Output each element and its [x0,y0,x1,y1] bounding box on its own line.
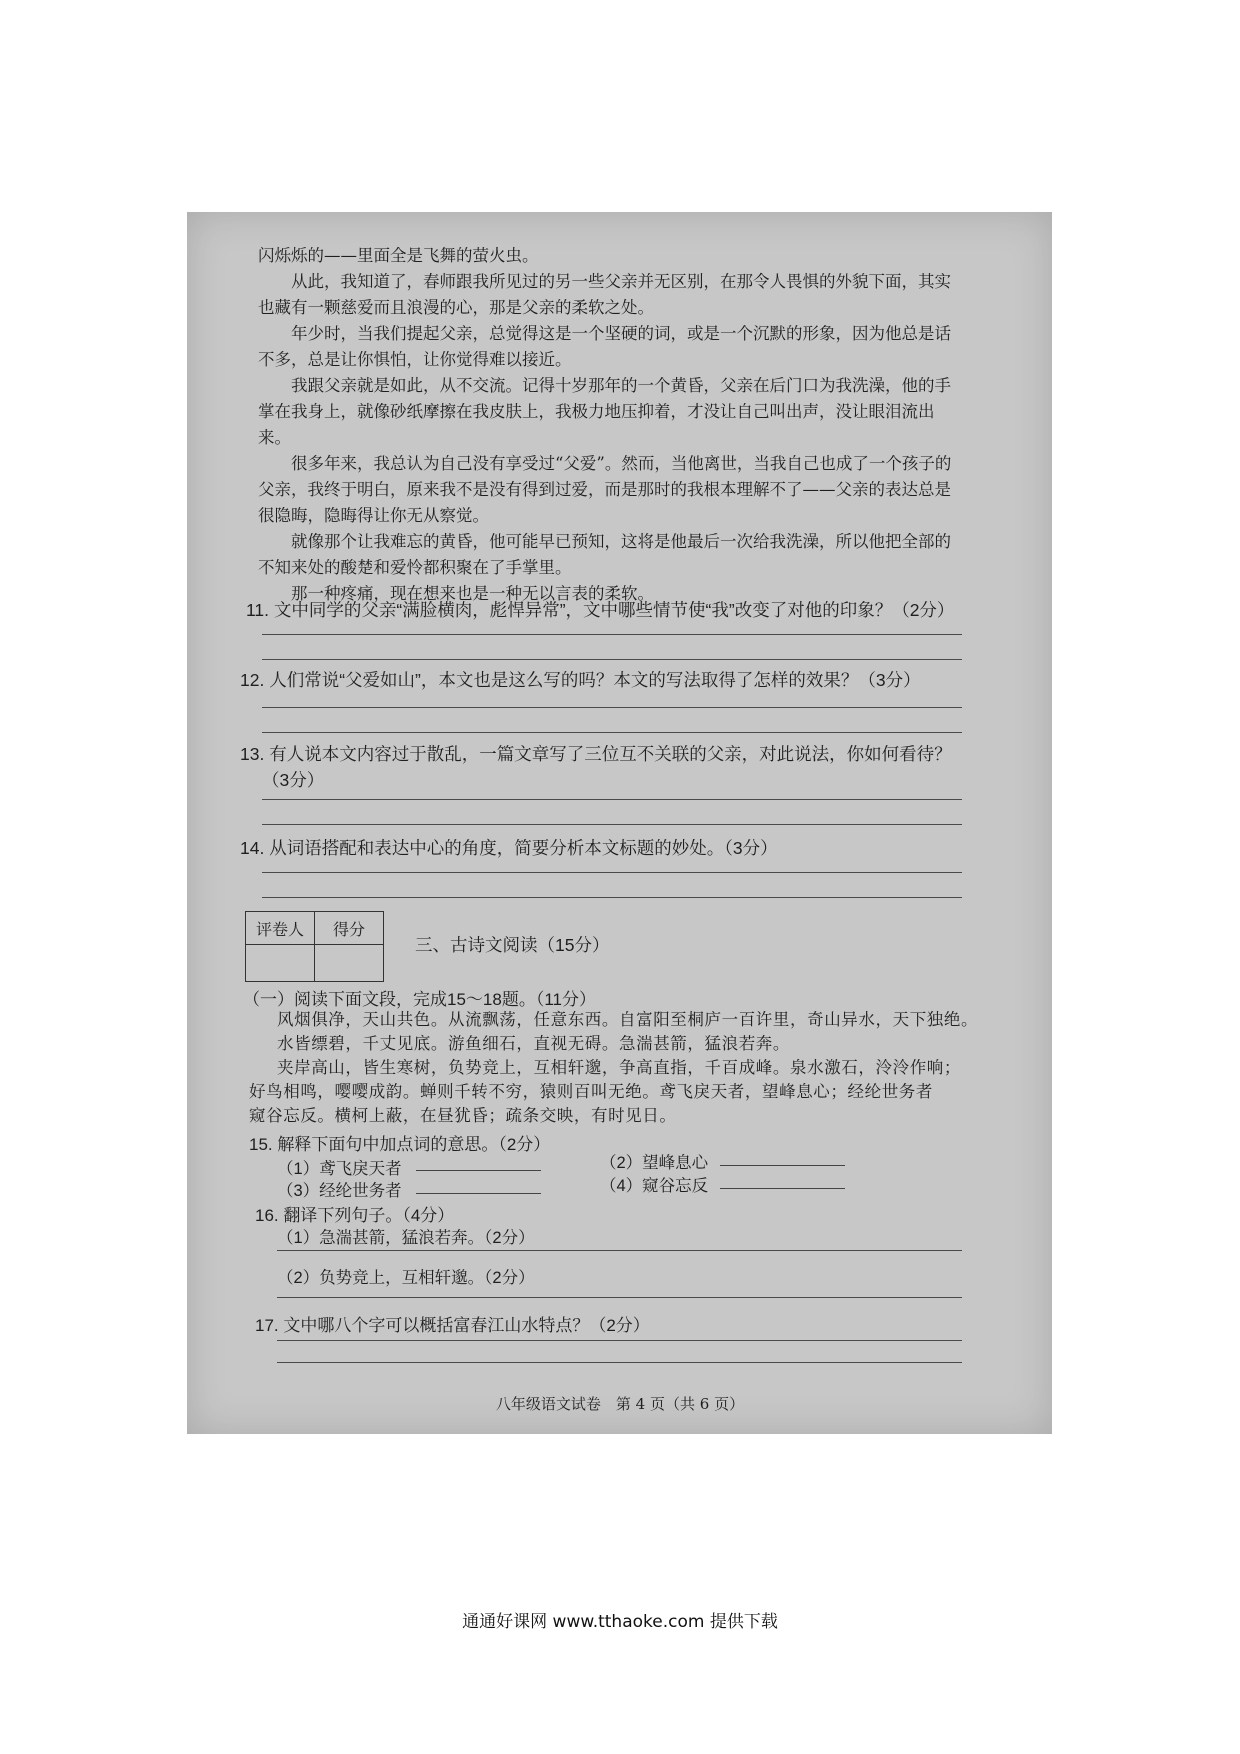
question-17: 17. 文中哪八个字可以概括富春江山水特点？（2分） [255,1316,650,1335]
q16-item-2: （2）负势竞上，互相轩邈。（2分） [277,1269,535,1287]
section-3-heading: 三、古诗文阅读（15分） [415,935,610,955]
answer-line [277,1340,962,1341]
answer-line [262,634,962,635]
q15-blank-3 [416,1193,541,1194]
paragraph-7: 那一种疼痛，现在想来也是一种无以言表的柔软。 [291,584,654,603]
q16-item-1: （1）急湍甚箭，猛浪若奔。（2分） [277,1229,535,1247]
classical-line-2: 水皆缥碧，千丈见底。游鱼细石，直视无碍。急湍甚箭，猛浪若奔。 [277,1034,790,1053]
answer-line [262,659,962,660]
classical-line-1: 风烟俱净，天山共色。从流飘荡，任意东西。自富阳至桐庐一百许里，奇山异水，天下独绝。 [277,1010,979,1029]
score-header: 得分 [315,912,384,945]
answer-line [262,872,962,873]
question-11: 11. 文中同学的父亲“满脸横肉，彪悍异常”，文中哪些情节使“我”改变了对他的印象？（2分） [246,600,955,620]
reviewer-cell [246,945,315,982]
paragraph-5: 很多年来，我总认为自己没有享受过“父爱”。然而，当他离世，当我自己也成了一个孩子的父亲，我终于明白，原来我不是没有得到过爱，而是那时的我根本理解不了——父亲的表达总是很隐晦，隐晦得让你无从察觉。 [258,454,952,525]
answer-line [277,1362,962,1363]
answer-line [262,707,962,708]
question-16: 16. 翻译下列句子。（4分） [255,1206,455,1225]
score-table [245,911,384,982]
question-12: 12. 人们常说“父爱如山”，本文也是这么写的吗？本文的写法取得了怎样的效果？（3分） [240,670,921,690]
answer-line [262,799,962,800]
paragraph-3: 年少时，当我们提起父亲，总觉得这是一个坚硬的词，或是一个沉默的形象，因为他总是话不多，总是让你惧怕，让你觉得难以接近。 [258,324,951,369]
question-13: 13. 有人说本文内容过于散乱，一篇文章写了三位互不关联的父亲，对此说法，你如何看待？ [240,744,952,764]
score-cell [315,945,384,982]
q15-blank-2 [720,1165,845,1166]
answer-line [277,1250,962,1251]
classical-line-3: 夹岸高山，皆生寒树，负势竞上，互相轩邈，争高直指，千百成峰。泉水激石，泠泠作响； [277,1058,961,1077]
download-credit: 通通好课网 www.tthaoke.com 提供下载 [462,1612,778,1632]
subsection-1-heading: （一）阅读下面文段，完成15～18题。（11分） [243,990,596,1009]
paragraph-4: 我跟父亲就是如此，从不交流。记得十岁那年的一个黄昏，父亲在后门口为我洗澡，他的手掌在我身上，就像砂纸摩擦在我皮肤上，我极力地压抑着，才没让自己叫出声，没让眼泪流出来。 [258,376,951,447]
question-15: 15. 解释下面句中加点词的意思。（2分） [249,1135,551,1154]
q15-item-4: （4）窥谷忘反 [600,1177,709,1195]
answer-line [277,1297,962,1298]
classical-line-4: 好鸟相鸣，嘤嘤成韵。蝉则千转不穷，猿则百叫无绝。鸢飞戾天者，望峰息心；经纶世务者 [249,1082,933,1101]
question-14: 14. 从词语搭配和表达中心的角度，简要分析本文标题的妙处。（3分） [240,838,778,858]
reviewer-header: 评卷人 [246,912,315,945]
paragraph-2: 从此，我知道了，春师跟我所见过的另一些父亲并无区别，在那令人畏惧的外貌下面，其实也藏有一颗慈爱而且浪漫的心，那是父亲的柔软之处。 [258,272,951,317]
answer-line [262,732,962,733]
classical-line-5: 窥谷忘反。横柯上蔽，在昼犹昏；疏条交映，有时见日。 [249,1106,677,1125]
q15-blank-4 [720,1188,845,1189]
q15-item-1: （1）鸢飞戾天者 [277,1160,402,1178]
page-footer: 八年级语文试卷 第 4 页（共 6 页） [495,1395,745,1413]
q15-item-3: （3）经纶世务者 [277,1182,402,1200]
q15-item-2: （2）望峰息心 [600,1154,709,1172]
paragraph-1: 闪烁烁的——里面全是飞舞的萤火虫。 [258,246,539,265]
paragraph-6: 就像那个让我难忘的黄昏，他可能早已预知，这将是他最后一次给我洗澡，所以他把全部的不知来处的酸楚和爱怜都积聚在了手掌里。 [258,532,951,577]
q15-blank-1 [416,1170,541,1171]
answer-line [262,824,962,825]
question-13-score: （3分） [262,770,325,790]
answer-line [262,897,962,898]
